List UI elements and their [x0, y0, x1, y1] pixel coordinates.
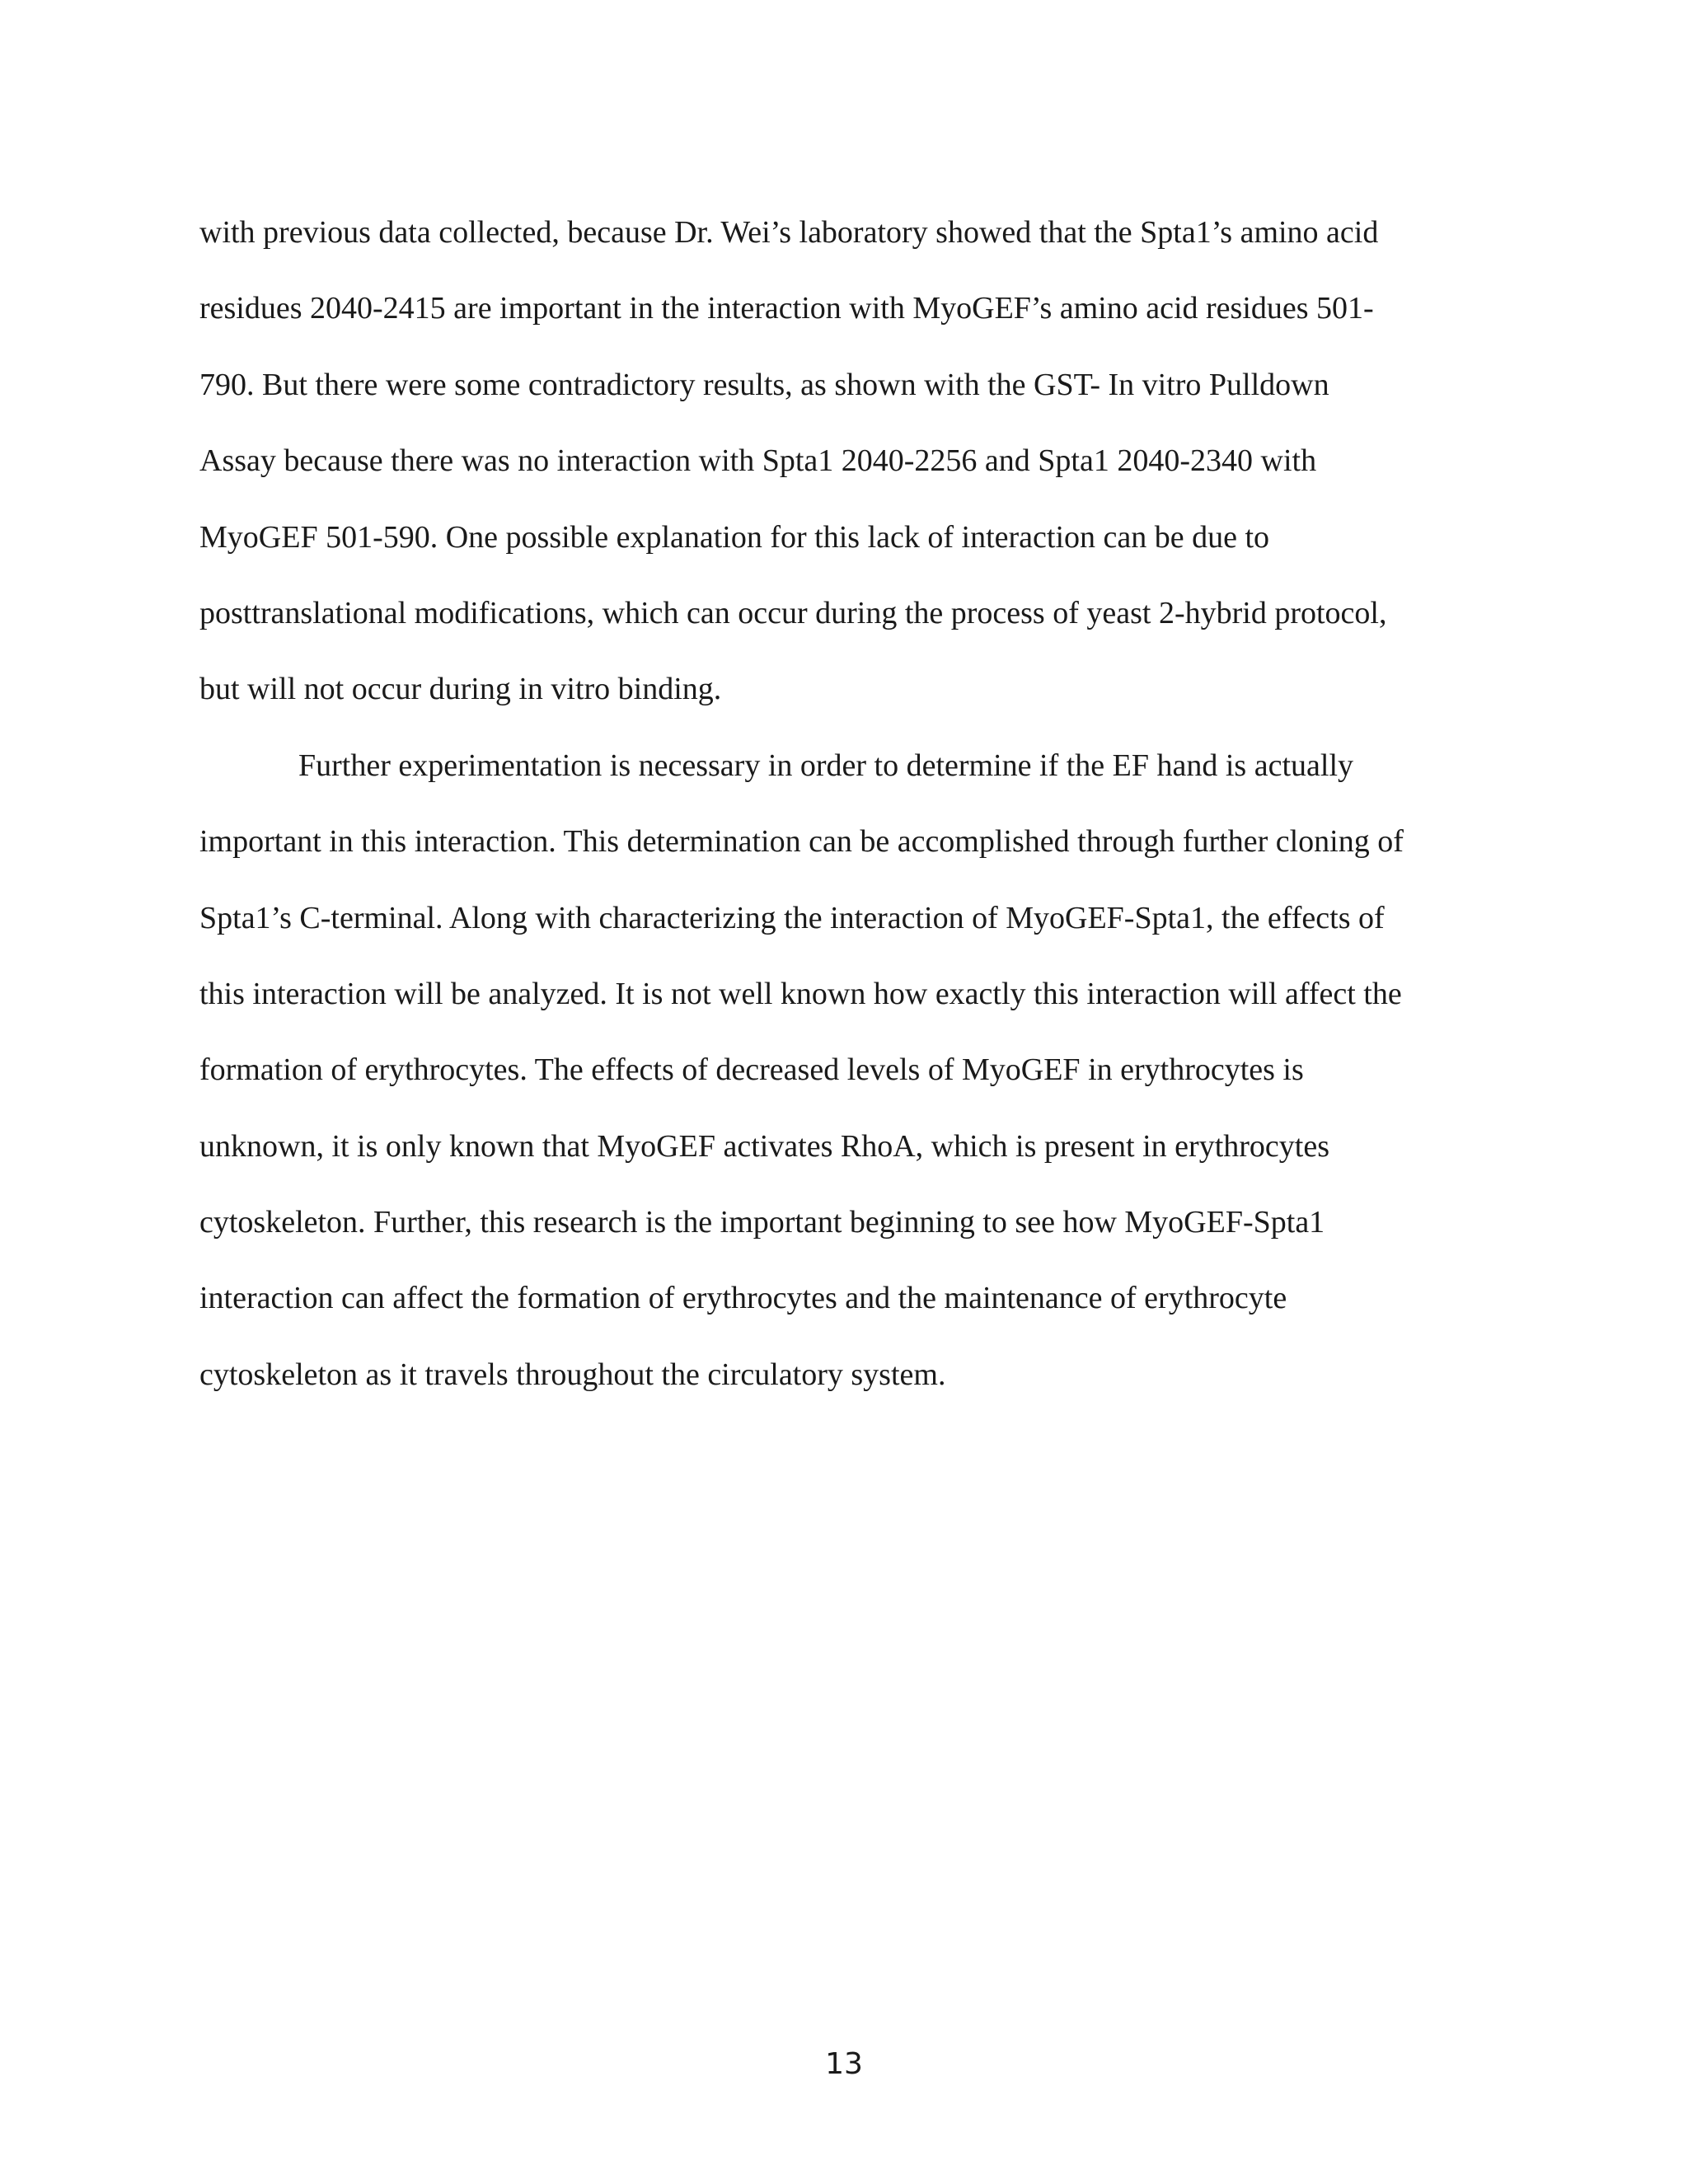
paragraph-line: unknown, it is only known that MyoGEF activates RhoA, which is present in erythrocytes [199, 1128, 1329, 1164]
paragraph-line: but will not occur during in vitro binding. [199, 672, 722, 707]
body-text [199, 194, 1502, 1413]
paragraph-line: Assay because there was no interaction with Spta1 2040-2256 and Spta1 2040-2340 with [199, 443, 1317, 479]
page-number: 13 [825, 2047, 863, 2081]
paragraph-line: with previous data collected, because Dr. Wei’s laboratory showed that the Spta1’s amino acid [199, 215, 1379, 250]
paragraph-line: important in this interaction. This determination can be accomplished through further cloning of [199, 824, 1404, 860]
paragraph-line: formation of erythrocytes. The effects of decreased levels of MyoGEF in erythrocytes is [199, 1052, 1304, 1088]
paragraph-line: residues 2040-2415 are important in the interaction with MyoGEF’s amino acid residues 501- [199, 291, 1374, 326]
paragraph-line: Spta1’s C-terminal. Along with characterizing the interaction of MyoGEF-Spta1, the effects of [199, 900, 1385, 935]
paragraph-line: 790. But there were some contradictory results, as shown with the GST- In vitro Pulldown [199, 367, 1329, 402]
paragraph-line: interaction can affect the formation of erythrocytes and the maintenance of erythrocyte [199, 1281, 1287, 1316]
paragraph-line: Further experimentation is necessary in order to determine if the EF hand is actually [298, 748, 1353, 783]
paragraph-line: cytoskeleton. Further, this research is the important beginning to see how MyoGEF-Spta1 [199, 1205, 1325, 1240]
paragraph-line: cytoskeleton as it travels throughout the circulatory system. [199, 1357, 946, 1392]
paragraph-line: this interaction will be analyzed. It is not well known how exactly this interaction will affect the [199, 976, 1402, 1011]
paragraph-line: MyoGEF 501-590. One possible explanation for this lack of interaction can be due to [199, 519, 1270, 555]
paragraph-line: posttranslational modifications, which can occur during the process of yeast 2-hybrid protocol, [199, 595, 1387, 630]
